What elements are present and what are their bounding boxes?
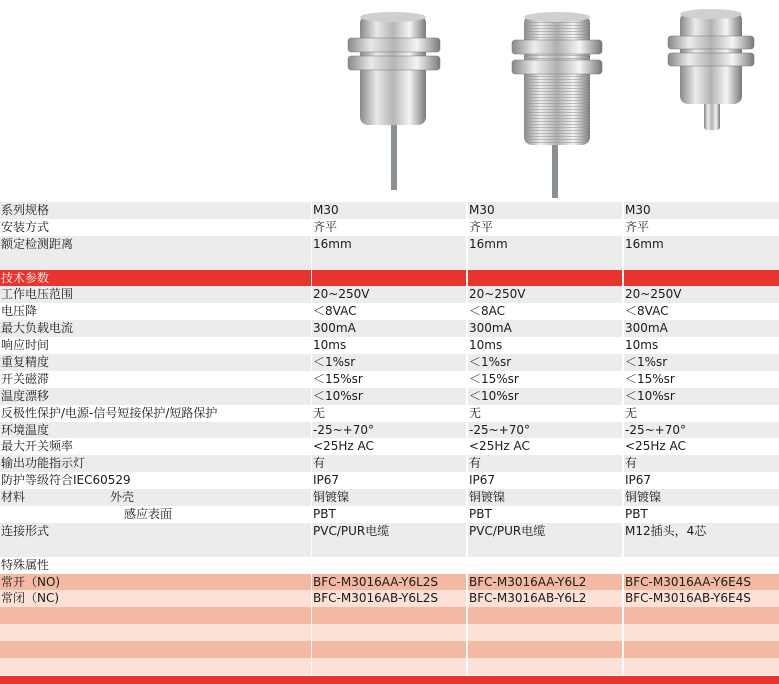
table-row	[0, 422, 779, 439]
cell-product-3: ＜1%sr	[624, 354, 779, 371]
cell-product-1: PVC/PUR电缆	[312, 523, 466, 540]
row-sublabel: 感应表面	[124, 507, 173, 522]
cell-product-2: 300mA	[468, 320, 622, 337]
row-label	[0, 574, 311, 591]
table-row	[0, 489, 779, 506]
cell-product-3: 无	[624, 405, 779, 422]
table-row	[0, 337, 779, 354]
row-label	[0, 270, 311, 287]
cell-product-2: ＜1%sr	[468, 354, 622, 371]
cell-product-1: IP67	[312, 472, 466, 489]
table-row	[0, 253, 779, 270]
row-label	[0, 337, 311, 354]
table-row	[0, 557, 779, 574]
cell-product-1: ＜15%sr	[312, 371, 466, 388]
row-label	[0, 557, 311, 574]
row-label	[0, 590, 311, 607]
row-label-text: 常闭（NC)	[1, 591, 60, 606]
table-row	[0, 219, 779, 236]
row-label	[0, 658, 311, 675]
table-row	[0, 590, 779, 607]
row-label-text: 温度漂移	[1, 388, 50, 403]
cell-product-2: ＜15%sr	[468, 371, 622, 388]
row-label	[0, 354, 311, 371]
row-label	[0, 219, 311, 236]
row-label-text: 开关磁滞	[1, 371, 50, 386]
cell-product-2: BFC-M3016AB-Y6L2	[468, 590, 622, 607]
row-label	[0, 523, 311, 540]
cell-product-2: 无	[468, 405, 622, 422]
cell-product-2	[468, 540, 622, 557]
cell-product-2	[468, 270, 622, 287]
table-row	[0, 574, 779, 591]
row-label	[0, 388, 311, 405]
table-row	[0, 320, 779, 337]
cell-product-3: BFC-M3016AA-Y6E4S	[624, 574, 779, 591]
cell-product-3: 16mm	[624, 236, 779, 253]
row-label-text: 材料	[1, 490, 26, 505]
cell-product-3	[624, 641, 779, 658]
table-row	[0, 286, 779, 303]
cell-product-3	[624, 557, 779, 574]
cell-product-3: 20~250V	[624, 286, 779, 303]
cell-product-2: ＜10%sr	[468, 388, 622, 405]
cell-product-2: 齐平	[468, 219, 622, 236]
sensor-m12-connector-icon	[666, 0, 756, 135]
row-label-text: 常开（NO)	[1, 574, 61, 589]
table-row	[0, 641, 779, 658]
cell-product-2: 20~250V	[468, 286, 622, 303]
cell-product-1: 无	[312, 405, 466, 422]
cell-product-3: PBT	[624, 506, 779, 523]
row-label	[0, 422, 311, 439]
cell-product-3	[624, 540, 779, 557]
sensor-cable-threaded-icon	[510, 0, 604, 198]
row-label	[0, 641, 311, 658]
row-label	[0, 624, 311, 641]
cell-product-3: M30	[624, 202, 779, 219]
table-row	[0, 303, 779, 320]
row-label	[0, 489, 311, 506]
row-label-text: 特殊属性	[1, 557, 50, 572]
sensor-cable-long-icon	[346, 0, 442, 195]
cell-product-2: PBT	[468, 506, 622, 523]
row-label	[0, 202, 311, 219]
row-label	[0, 472, 311, 489]
cell-product-3: -25~+70°	[624, 422, 779, 439]
cell-product-1: M30	[312, 202, 466, 219]
table-row	[0, 270, 779, 287]
cell-product-2	[468, 607, 622, 624]
cell-product-1: PBT	[312, 506, 466, 523]
cell-product-1: -25~+70°	[312, 422, 466, 439]
row-sublabel: 外壳	[110, 490, 135, 505]
row-label-text: 反极性保护/电源-信号短接保护/短路保护	[1, 405, 218, 420]
cell-product-2	[468, 557, 622, 574]
row-label	[0, 506, 311, 523]
cell-product-3	[624, 270, 779, 287]
table-row	[0, 202, 779, 219]
cell-product-2	[468, 641, 622, 658]
cell-product-2: BFC-M3016AA-Y6L2	[468, 574, 622, 591]
cell-product-2: 铜镀镍	[468, 489, 622, 506]
cell-product-1	[312, 624, 466, 641]
table-row	[0, 540, 779, 557]
cell-product-1: ＜8VAC	[312, 303, 466, 320]
cell-product-3: 有	[624, 455, 779, 472]
cell-product-2: IP67	[468, 472, 622, 489]
cell-product-2: 有	[468, 455, 622, 472]
table-row	[0, 607, 779, 624]
row-label	[0, 286, 311, 303]
cell-product-1: 铜镀镍	[312, 489, 466, 506]
row-label	[0, 236, 311, 253]
cell-product-1: 300mA	[312, 320, 466, 337]
row-label	[0, 320, 311, 337]
row-label	[0, 253, 311, 270]
table-row	[0, 438, 779, 455]
table-row	[0, 405, 779, 422]
cell-product-2: 10ms	[468, 337, 622, 354]
row-label-text: 安装方式	[1, 219, 50, 234]
cell-product-3: ＜15%sr	[624, 371, 779, 388]
row-label-text: 额定检测距离	[1, 236, 74, 251]
cell-product-3: 10ms	[624, 337, 779, 354]
row-label-text: 防护等级符合IEC60529	[1, 473, 131, 488]
table-row	[0, 455, 779, 472]
cell-product-3: IP67	[624, 472, 779, 489]
row-label-text: 输出功能指示灯	[1, 456, 86, 471]
row-label-text: 连接形式	[1, 523, 50, 538]
table-row	[0, 658, 779, 675]
row-label-text: 响应时间	[1, 338, 50, 353]
row-label-text: 技术参数	[1, 270, 50, 285]
row-label-text: 工作电压范围	[1, 287, 74, 302]
row-label	[0, 371, 311, 388]
cell-product-3: 300mA	[624, 320, 779, 337]
cell-product-1: 16mm	[312, 236, 466, 253]
cell-product-2: M30	[468, 202, 622, 219]
row-label	[0, 455, 311, 472]
cell-product-1: ＜1%sr	[312, 354, 466, 371]
row-label	[0, 405, 311, 422]
cell-product-1: BFC-M3016AB-Y6L2S	[312, 590, 466, 607]
cell-product-3: BFC-M3016AB-Y6E4S	[624, 590, 779, 607]
cell-product-1: <25Hz AC	[312, 438, 466, 455]
cell-product-3	[624, 607, 779, 624]
cell-product-2	[468, 658, 622, 675]
cell-product-3	[624, 253, 779, 270]
cell-product-3: ＜10%sr	[624, 388, 779, 405]
row-label-text: 电压降	[1, 304, 38, 319]
cell-product-2: PVC/PUR电缆	[468, 523, 622, 540]
row-label-text: 最大负载电流	[1, 321, 74, 336]
cell-product-2: ＜8AC	[468, 303, 622, 320]
row-label-text: 系列规格	[1, 203, 50, 217]
cell-product-3: 铜镀镍	[624, 489, 779, 506]
cell-product-2: <25Hz AC	[468, 438, 622, 455]
table-row	[0, 624, 779, 641]
cell-product-2: 16mm	[468, 236, 622, 253]
cell-product-1: ＜10%sr	[312, 388, 466, 405]
cell-product-3: M12插头，4芯	[624, 523, 779, 540]
cell-product-1: 有	[312, 455, 466, 472]
table-row	[0, 472, 779, 489]
cell-product-1: 齐平	[312, 219, 466, 236]
row-label	[0, 540, 311, 557]
cell-product-1: 10ms	[312, 337, 466, 354]
cell-product-1	[312, 641, 466, 658]
table-row	[0, 388, 779, 405]
cell-product-1: BFC-M3016AA-Y6L2S	[312, 574, 466, 591]
table-row	[0, 354, 779, 371]
row-label-text: 环境温度	[1, 422, 50, 437]
cell-product-1: 20~250V	[312, 286, 466, 303]
cell-product-1	[312, 540, 466, 557]
table-row	[0, 236, 779, 253]
cell-product-1	[312, 253, 466, 270]
cell-product-1	[312, 557, 466, 574]
spec-table	[0, 202, 779, 675]
cell-product-3: 齐平	[624, 219, 779, 236]
cell-product-1	[312, 607, 466, 624]
table-row	[0, 371, 779, 388]
row-label	[0, 303, 311, 320]
table-row	[0, 523, 779, 540]
cell-product-1	[312, 270, 466, 287]
row-label-text: 重复精度	[1, 355, 50, 370]
cell-product-1	[312, 658, 466, 675]
cell-product-3	[624, 624, 779, 641]
row-label	[0, 607, 311, 624]
table-row	[0, 506, 779, 523]
cell-product-3	[624, 658, 779, 675]
cell-product-2: -25~+70°	[468, 422, 622, 439]
cell-product-3: <25Hz AC	[624, 438, 779, 455]
cell-product-2	[468, 253, 622, 270]
cell-product-3: ＜8VAC	[624, 303, 779, 320]
row-label	[0, 438, 311, 455]
cell-product-2	[468, 624, 622, 641]
product-images	[0, 0, 779, 202]
row-label-text: 最大开关频率	[1, 439, 74, 454]
bottom-bar	[0, 676, 779, 684]
